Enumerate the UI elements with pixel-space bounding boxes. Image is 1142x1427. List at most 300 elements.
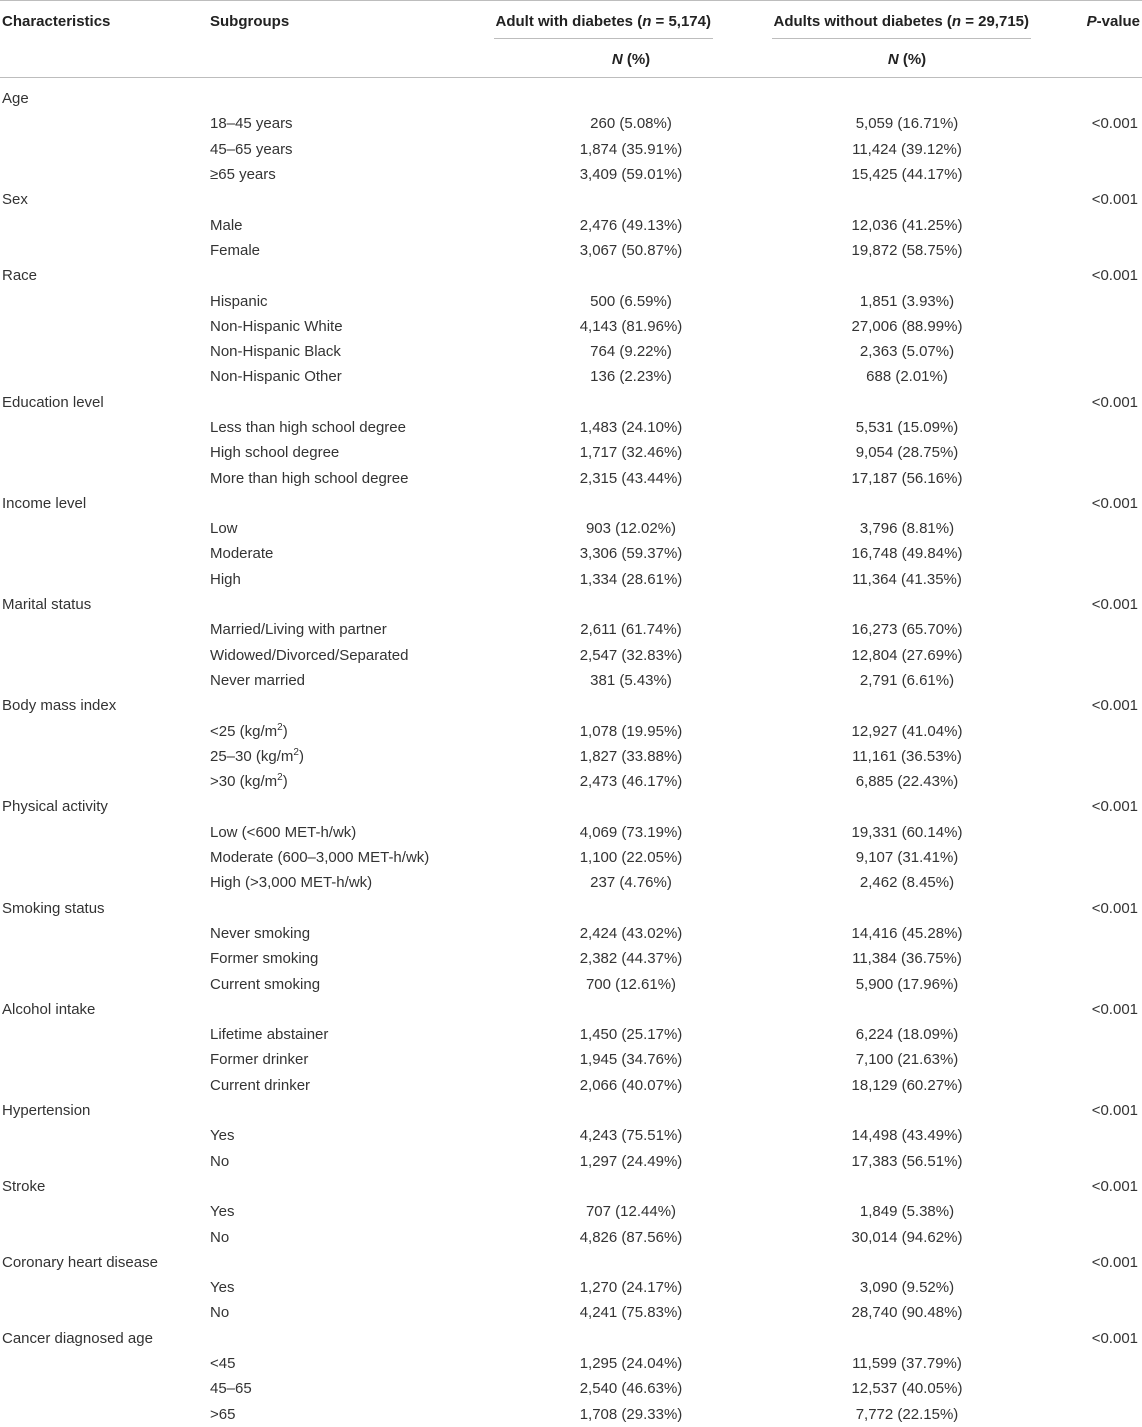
category-cell [0,364,208,389]
p-value [1037,744,1142,769]
without-diabetes-value: 3,796 (8.81%) [859,520,955,538]
subgroup-cell [208,187,465,212]
p-value-cell: <0.001 [1091,1102,1138,1120]
without-diabetes-value: 15,425 (44.17%) [851,166,963,184]
with-diabetes-value: 4,243 (75.51%) [579,1127,683,1145]
category-cell [0,339,208,364]
subgroup-label: Male [210,216,243,234]
category-row [0,390,1142,415]
subgroup-label: High school degree [210,444,340,462]
category-cell [0,314,208,339]
category-row [0,592,1142,617]
category-row [0,794,1142,819]
without-diabetes-value: 2,363 (5.07%) [859,343,955,361]
without-diabetes-value: 11,599 (37.79%) [852,1354,962,1372]
category-cell [0,1123,208,1148]
subgroup-label: Low (<600 MET-h/wk) [210,823,357,841]
with-diabetes-value: 260 (5.08%) [590,115,672,133]
with-diabetes-value: 1,100 (22.05%) [579,849,683,867]
p-value [1037,364,1142,389]
without-diabetes-value: 2,791 (6.61%) [859,671,955,689]
table-row [0,516,1142,541]
subgroup-cell [208,390,465,415]
category-cell [0,440,208,465]
with-diabetes-value: 4,826 (87.56%) [579,1228,683,1246]
subgroup-label: Yes [210,1127,235,1145]
category-label: Sex [2,191,28,209]
with-diabetes-value: 2,611 (61.74%) [580,621,682,639]
category-cell [0,212,208,237]
subgroup-label: Non-Hispanic Other [210,368,342,386]
with-diabetes-value: 4,241 (75.83%) [579,1304,683,1322]
subgroup-label: Non-Hispanic Black [210,343,341,361]
table-row [0,1351,1142,1376]
table-row [0,1224,1142,1249]
p-value [1037,541,1142,566]
p-value [1037,971,1142,996]
category-cell [0,137,208,162]
category-row [0,693,1142,718]
without-diabetes-cell [737,491,1037,516]
p-value [1037,1401,1142,1426]
p-value-cell: <0.001 [1091,1000,1138,1018]
category-cell [0,567,208,592]
without-diabetes-value: 9,054 (28.75%) [855,444,959,462]
category-label: Physical activity [2,798,108,816]
without-diabetes-value: 19,872 (58.75%) [851,241,963,259]
with-diabetes-cell [465,390,737,415]
with-diabetes-value: 707 (12.44%) [585,1203,677,1221]
table-row [0,1401,1142,1426]
without-diabetes-value: 14,416 (45.28%) [851,924,963,942]
table-row [0,870,1142,895]
subgroup-cell [208,794,465,819]
without-diabetes-cell [737,997,1037,1022]
category-cell [0,946,208,971]
with-diabetes-value: 1,450 (25.17%) [579,1026,683,1044]
without-diabetes-value: 2,462 (8.45%) [859,874,955,892]
without-diabetes-value: 16,273 (65.70%) [851,621,963,639]
p-value [1037,769,1142,794]
category-cell [0,971,208,996]
p-value [1037,1073,1142,1098]
subgroup-label: Yes [210,1279,235,1297]
without-diabetes-value: 688 (2.01%) [866,368,948,386]
with-diabetes-value: 1,297 (24.49%) [579,1152,683,1170]
without-diabetes-value: 12,036 (41.25%) [851,216,963,234]
table-row [0,1300,1142,1325]
with-diabetes-value: 2,382 (44.37%) [579,950,683,968]
subgroup-label: Never married [210,671,306,689]
table-row [0,137,1142,162]
p-value [1037,1022,1142,1047]
category-cell [0,415,208,440]
without-diabetes-value: 3,090 (9.52%) [859,1279,955,1297]
p-value [1037,921,1142,946]
with-diabetes-value: 1,874 (35.91%) [579,140,683,158]
with-diabetes-value: 500 (6.59%) [590,292,672,310]
header-row [0,1,1142,42]
subgroup-cell [208,263,465,288]
with-diabetes-value: 381 (5.43%) [590,671,672,689]
p-value [1037,1148,1142,1173]
without-diabetes-value: 19,331 (60.14%) [851,823,963,841]
subgroup-label: Less than high school degree [210,419,406,436]
category-cell [0,1401,208,1426]
category-cell [0,1376,208,1401]
category-cell [0,921,208,946]
with-diabetes-value: 1,945 (34.76%) [579,1051,683,1069]
p-value [1037,1275,1142,1300]
table-row [0,1148,1142,1173]
header-with-diabetes: Adult with diabetes (n = 5,174) [465,1,737,42]
category-cell [0,1022,208,1047]
table-row [0,162,1142,187]
category-cell [0,288,208,313]
p-value [1037,415,1142,440]
subgroup-label: Current drinker [210,1076,311,1094]
without-diabetes-value: 9,107 (31.41%) [855,849,959,867]
category-row [0,187,1142,212]
p-value [1037,212,1142,237]
p-value [1037,1224,1142,1249]
with-diabetes-cell [465,1326,737,1351]
table-body [0,78,1142,1427]
without-diabetes-value: 5,059 (16.71%) [855,115,959,133]
with-diabetes-value: 1,483 (24.10%) [579,419,683,436]
header-subgroups: Subgroups [208,1,465,42]
table-row [0,1073,1142,1098]
category-cell [0,541,208,566]
category-cell [0,1224,208,1249]
without-diabetes-value: 6,224 (18.09%) [855,1026,959,1044]
category-cell [0,111,208,136]
subgroup-label: 45–65 years [210,140,293,158]
category-row [0,491,1142,516]
subgroup-label: Female [210,241,261,259]
category-row [0,263,1142,288]
p-value: <0.001 [1091,115,1138,133]
p-value [1037,162,1142,187]
p-value-cell: <0.001 [1091,1177,1138,1195]
with-diabetes-value: 2,540 (46.63%) [579,1380,683,1398]
table-row [0,111,1142,136]
category-cell [0,718,208,743]
without-diabetes-value: 7,100 (21.63%) [855,1051,959,1069]
without-diabetes-value: 14,498 (43.49%) [851,1127,963,1145]
subgroup-label: 18–45 years [210,115,293,133]
subgroup-label: Former smoking [210,950,319,968]
subgroup-label: 45–65 [210,1380,252,1398]
category-row [0,1174,1142,1199]
category-cell [0,1148,208,1173]
p-value-cell: <0.001 [1091,393,1138,411]
with-diabetes-cell [465,997,737,1022]
table-row [0,465,1142,490]
p-value [1037,845,1142,870]
without-diabetes-value: 27,006 (88.99%) [851,317,963,335]
category-label: Stroke [2,1177,46,1195]
table-row [0,617,1142,642]
category-row [0,86,1142,111]
p-value [1037,1199,1142,1224]
subgroup-label: Lifetime abstainer [210,1026,329,1044]
category-cell [0,162,208,187]
table-row [0,238,1142,263]
subgroup-label: <45 [210,1354,236,1372]
category-cell [0,1351,208,1376]
without-diabetes-cell [737,794,1037,819]
without-diabetes-value: 30,014 (94.62%) [851,1228,963,1246]
subgroup-cell [208,693,465,718]
with-diabetes-cell [465,187,737,212]
without-diabetes-cell [737,896,1037,921]
category-cell [0,668,208,693]
p-value [1037,516,1142,541]
table-row [0,1275,1142,1300]
category-label: Hypertension [2,1102,91,1120]
table-row [0,744,1142,769]
table-row [0,1022,1142,1047]
category-cell [0,1073,208,1098]
without-diabetes-cell [737,86,1037,111]
subgroup-label: Non-Hispanic White [210,317,343,335]
with-diabetes-value: 2,476 (49.13%) [579,216,683,234]
header-characteristics: Characteristics [0,1,208,42]
without-diabetes-cell [737,1098,1037,1123]
table-row [0,440,1142,465]
table-row [0,643,1142,668]
with-diabetes-value: 3,067 (50.87%) [579,241,683,259]
category-cell [0,1300,208,1325]
table-row [0,1376,1142,1401]
category-cell [0,769,208,794]
category-label: Age [2,90,29,108]
subgroup-label: More than high school degree [210,469,409,487]
subgroup-cell [208,896,465,921]
with-diabetes-value: 1,717 (32.46%) [579,444,683,462]
category-row [0,997,1142,1022]
category-cell [0,617,208,642]
category-cell [0,465,208,490]
subgroup-label: Widowed/Divorced/Separated [210,646,409,664]
header-without-diabetes: Adults without diabetes (n = 29,715) [737,1,1037,42]
subgroup-label: No [210,1152,230,1170]
with-diabetes-value: 3,306 (59.37%) [579,545,683,563]
with-diabetes-cell [465,491,737,516]
without-diabetes-cell [737,693,1037,718]
p-value-cell: <0.001 [1091,1329,1138,1347]
p-value-cell: <0.001 [1091,267,1138,285]
with-diabetes-value: 1,295 (24.04%) [579,1354,683,1372]
with-diabetes-cell [465,896,737,921]
category-row [0,1250,1142,1275]
p-value-cell [1037,86,1142,111]
with-diabetes-cell [465,1250,737,1275]
table-row [0,845,1142,870]
with-diabetes-value: 1,334 (28.61%) [579,570,683,588]
p-value [1037,137,1142,162]
p-value [1037,1351,1142,1376]
p-value-cell: <0.001 [1091,1253,1138,1271]
p-value [1037,643,1142,668]
table-row [0,288,1142,313]
with-diabetes-value: 2,547 (32.83%) [579,646,683,664]
category-label: Alcohol intake [2,1000,96,1018]
with-diabetes-value: 4,143 (81.96%) [579,317,683,335]
subgroup-label: Moderate (600–3,000 MET-h/wk) [210,849,430,867]
with-diabetes-value: 1,708 (29.33%) [579,1405,683,1423]
subgroup-label: High [210,570,241,588]
without-diabetes-value: 11,424 (39.12%) [852,140,962,158]
p-value [1037,314,1142,339]
category-cell [0,870,208,895]
without-diabetes-value: 11,161 (36.53%) [852,747,962,765]
subgroup-label: Low [210,520,238,538]
without-diabetes-cell [737,263,1037,288]
category-cell [0,845,208,870]
category-label: Income level [2,494,87,512]
subgroup-cell [208,86,465,111]
table-row [0,820,1142,845]
header-subrow [0,41,1142,78]
subgroup-label: <25 $(kg/m^2)$ [210,721,288,740]
p-value [1037,718,1142,743]
without-diabetes-cell [737,1174,1037,1199]
subgroup-label: ≥65 years [210,166,276,184]
with-diabetes-cell [465,592,737,617]
without-diabetes-value: 5,900 (17.96%) [855,975,959,993]
p-value-cell: <0.001 [1091,191,1138,209]
with-diabetes-value: 2,066 (40.07%) [579,1076,683,1094]
table-row [0,212,1142,237]
category-cell [0,744,208,769]
category-row [0,1326,1142,1351]
subgroup-cell [208,1326,465,1351]
header-n-pct-diabetes: N (%) [465,41,737,78]
category-cell [0,1199,208,1224]
without-diabetes-value: 7,772 (22.15%) [855,1405,959,1423]
table-row [0,1199,1142,1224]
without-diabetes-value: 11,364 (41.35%) [852,570,962,588]
category-row [0,896,1142,921]
category-label: Race [2,267,38,285]
subgroup-cell [208,1098,465,1123]
p-value [1037,465,1142,490]
table-row [0,668,1142,693]
with-diabetes-cell [465,693,737,718]
category-row [0,1098,1142,1123]
p-value [1037,1300,1142,1325]
subgroup-label: Yes [210,1203,235,1221]
without-diabetes-cell [737,592,1037,617]
table-row [0,769,1142,794]
with-diabetes-value: 4,069 (73.19%) [579,823,683,841]
subgroup-label: High (>3,000 MET-h/wk) [210,874,373,892]
subgroup-label: >30 $(kg/m^2)$ [210,772,288,791]
without-diabetes-value: 17,187 (56.16%) [851,469,963,487]
p-value [1037,668,1142,693]
without-diabetes-value: 1,849 (5.38%) [859,1203,955,1221]
p-value [1037,617,1142,642]
subgroup-label: Current smoking [210,975,321,993]
category-label: Smoking status [2,899,105,917]
without-diabetes-value: 12,537 (40.05%) [851,1380,963,1398]
header-n-pct-nodiabetes: N (%) [737,41,1037,78]
with-diabetes-cell [465,1098,737,1123]
p-value-cell: <0.001 [1091,899,1138,917]
subgroup-label: Married/Living with partner [210,621,387,639]
without-diabetes-value: 5,531 (15.09%) [855,419,959,436]
table-row [0,971,1142,996]
table-row [0,541,1142,566]
without-diabetes-value: 11,384 (36.75%) [852,950,962,968]
subgroup-label: No [210,1228,230,1246]
with-diabetes-value: 1,078 (19.95%) [579,722,683,740]
with-diabetes-cell [465,263,737,288]
p-value [1037,946,1142,971]
table-row [0,415,1142,440]
category-cell [0,1275,208,1300]
with-diabetes-value: 903 (12.02%) [585,520,677,538]
without-diabetes-value: 16,748 (49.84%) [851,545,963,563]
with-diabetes-value: 2,424 (43.02%) [579,924,683,942]
subgroup-cell [208,1250,465,1275]
with-diabetes-value: 136 (2.23%) [590,368,672,386]
without-diabetes-value: 12,927 (41.04%) [851,722,963,740]
subgroup-cell [208,1174,465,1199]
p-value [1037,440,1142,465]
p-value-cell: <0.001 [1091,596,1138,614]
p-value [1037,1376,1142,1401]
subgroup-label: Hispanic [210,292,268,310]
with-diabetes-cell [465,1174,737,1199]
table-row [0,1123,1142,1148]
with-diabetes-cell [465,86,737,111]
subgroup-cell [208,592,465,617]
without-diabetes-value: 1,851 (3.93%) [859,292,955,310]
subgroup-label: Never smoking [210,924,311,942]
p-value-cell: <0.001 [1091,697,1138,715]
without-diabetes-value: 12,804 (27.69%) [851,646,963,664]
subgroup-label: Moderate [210,545,274,563]
p-value [1037,820,1142,845]
p-value [1037,567,1142,592]
category-label: Body mass index [2,697,117,715]
p-value [1037,1123,1142,1148]
table-row [0,339,1142,364]
p-value [1037,238,1142,263]
category-cell [0,1047,208,1072]
without-diabetes-value: 6,885 (22.43%) [855,773,959,791]
p-value [1037,288,1142,313]
table-row [0,364,1142,389]
table-row [0,567,1142,592]
subgroup-label: 25–30 $(kg/m^2)$ [210,746,304,765]
category-cell [0,643,208,668]
p-value-cell: <0.001 [1091,494,1138,512]
table-row [0,718,1142,743]
table-row [0,946,1142,971]
header-p-value: P-value [1037,1,1142,42]
with-diabetes-value: 237 (4.76%) [590,874,672,892]
subgroup-cell [208,491,465,516]
subgroup-label: Former drinker [210,1051,309,1069]
with-diabetes-value: 1,827 (33.88%) [579,747,683,765]
without-diabetes-value: 18,129 (60.27%) [851,1076,963,1094]
without-diabetes-cell [737,390,1037,415]
table-row [0,314,1142,339]
